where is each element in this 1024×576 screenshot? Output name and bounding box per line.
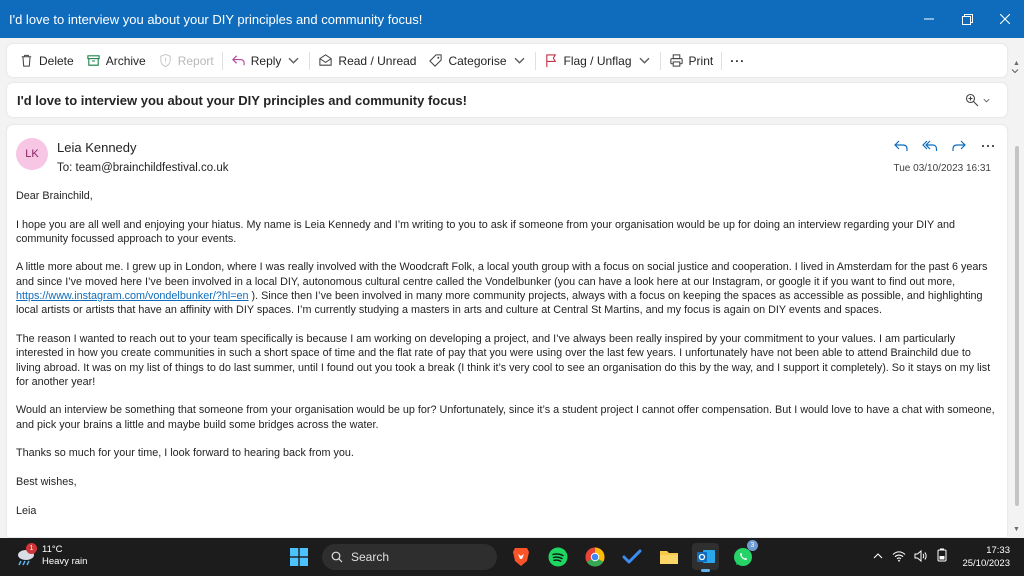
more-actions-button[interactable] — [978, 136, 997, 155]
paragraph-3: The reason I wanted to reach out to your team specifically is because I am working on developing a project, and I’ve always been really inspired by your commitment to your values. I am particularly interested in how you create communities in such a short space of time and the flat rate of pay that you were using over the last few years. I unfortunately have not been able to attend Brainchild due to living abroad. It was on my list of things to do last summer, until I found out you took a break (I think it’s very cool to see an organisation do this by the way, and I support it completely). So it stays on my list for another year! — [16, 332, 991, 388]
outlook-icon — [696, 548, 716, 566]
spotify-app[interactable] — [544, 543, 571, 570]
weather-icon — [14, 545, 36, 567]
checkmark-icon — [622, 549, 642, 565]
subject-bar — [7, 83, 1007, 117]
chevron-down-icon — [982, 96, 991, 105]
to-label: To: — [57, 162, 73, 174]
outlook-app[interactable] — [692, 543, 719, 570]
chrome-icon — [585, 547, 605, 567]
paragraph-1: I hope you are all well and enjoying your hiatus. My name is Leia Kennedy and I’m writing to you to ask if someone from your organisation would be up for doing an interview regarding your DIY and community focussed approach to your events. — [16, 218, 956, 245]
weather-text — [42, 544, 87, 568]
categorise-label: Categorise — [448, 53, 507, 68]
minimize-icon — [924, 14, 934, 24]
chevron-down-icon — [637, 53, 652, 68]
clock-date: 25/10/2023 — [962, 557, 1010, 569]
battery-icon — [936, 548, 948, 562]
wifi-icon — [892, 550, 906, 562]
paragraph-2-text-end: ). Since then I’ve been involved in many more community projects, always with a focus on keeping the spaces as accessible as possible, and highlighting local artists or artists that have an affinity with DIY spaces. I’m currently studying a masters in arts and culture at Central St Martins, and my focus is again on DIY events and spaces. — [16, 290, 983, 317]
flag-button[interactable] — [538, 48, 658, 74]
restore-icon — [962, 14, 973, 25]
weather-badge: 1 — [26, 543, 37, 554]
recipient-line — [57, 162, 228, 174]
report-shield-icon — [158, 53, 173, 68]
toolbar-divider — [660, 52, 661, 70]
flag-label: Flag / Unflag — [563, 53, 632, 68]
envelope-open-icon — [318, 53, 333, 68]
reply-all-icon — [922, 138, 938, 154]
volume-button[interactable] — [914, 549, 928, 567]
read-unread-button[interactable] — [312, 48, 422, 74]
chevron-down-icon — [286, 53, 301, 68]
scrollbar-thumb[interactable] — [1015, 146, 1019, 506]
minimize-button[interactable] — [910, 0, 948, 38]
wifi-button[interactable] — [892, 549, 906, 567]
reply-icon — [893, 138, 909, 154]
title-bar — [0, 0, 1024, 38]
brave-icon — [512, 547, 530, 567]
paragraph-2 — [16, 260, 996, 317]
read-unread-label: Read / Unread — [338, 53, 417, 68]
close-button[interactable] — [986, 0, 1024, 38]
reply-label: Reply — [250, 53, 282, 68]
command-toolbar — [7, 44, 1007, 77]
weather-desc: Heavy rain — [42, 556, 88, 567]
delete-button[interactable] — [13, 48, 80, 74]
folder-icon — [659, 548, 679, 566]
spotify-icon — [548, 547, 568, 567]
close-icon — [1000, 14, 1010, 24]
todo-app[interactable] — [618, 543, 645, 570]
paragraph-4: Would an interview be something that someone from your organisation would be up for? Unfortunately, since it’s a student project I cannot offer compensation. But I would love to have a chat with someone, and pick your brains a little and maybe build some bridges across the water. — [16, 404, 995, 431]
report-button[interactable] — [152, 48, 220, 74]
chrome-app[interactable] — [581, 543, 608, 570]
taskbar-search[interactable] — [322, 544, 497, 570]
archive-button[interactable] — [80, 48, 152, 74]
printer-icon — [669, 53, 684, 68]
battery-button[interactable] — [936, 548, 948, 567]
toolbar-divider — [222, 52, 223, 70]
taskbar — [0, 538, 1024, 576]
tag-icon — [428, 53, 443, 68]
search-icon — [331, 551, 343, 563]
chevron-down-icon — [512, 53, 527, 68]
speaker-icon — [914, 550, 928, 562]
archive-icon — [86, 53, 101, 68]
flag-icon — [544, 53, 559, 68]
print-label: Print — [688, 53, 714, 68]
clock[interactable] — [962, 545, 1010, 570]
more-options-button[interactable] — [724, 48, 751, 74]
reply-button[interactable] — [225, 48, 308, 74]
closing: Best wishes, — [16, 475, 77, 488]
zoom-button[interactable] — [965, 93, 991, 107]
toolbar-divider — [535, 52, 536, 70]
scrollbar[interactable] — [1010, 60, 1024, 537]
forward-icon — [951, 138, 967, 154]
message-body — [16, 189, 996, 532]
forward-button[interactable] — [949, 136, 968, 155]
more-icon — [980, 138, 996, 154]
signature: Leia — [16, 504, 37, 517]
zoom-icon — [965, 93, 979, 107]
taskbar-apps — [285, 543, 756, 570]
delete-label: Delete — [39, 53, 74, 68]
sender-name[interactable]: Leia Kennedy — [57, 140, 137, 155]
search-placeholder: Search — [351, 549, 390, 564]
window-title: I'd love to interview you about your DIY principles and community focus! — [9, 11, 423, 27]
reply-button[interactable] — [891, 136, 910, 155]
recipient-address[interactable]: team@brainchildfestival.co.uk — [75, 162, 229, 174]
scroll-up-icon[interactable]: ▲ — [1013, 60, 1020, 67]
clock-time: 17:33 — [986, 545, 1010, 556]
start-button[interactable] — [285, 543, 312, 570]
avatar[interactable]: LK — [16, 138, 48, 170]
windows-logo-icon — [290, 548, 308, 566]
more-icon: ··· — [730, 53, 746, 68]
reply-all-button[interactable] — [920, 136, 939, 155]
weather-widget[interactable] — [14, 544, 87, 568]
weather-temp: 11°C — [42, 544, 63, 555]
file-explorer-app[interactable] — [655, 543, 682, 570]
whatsapp-app[interactable] — [729, 543, 756, 570]
toolbar-divider — [309, 52, 310, 70]
whatsapp-badge: 3 — [747, 540, 758, 551]
scroll-down-icon[interactable]: ▼ — [1013, 526, 1020, 533]
message-date: Tue 03/10/2023 16:31 — [893, 163, 991, 174]
archive-label: Archive — [105, 53, 146, 68]
categorise-button[interactable] — [422, 48, 532, 74]
restore-button[interactable] — [948, 0, 986, 38]
reading-pane — [7, 125, 1007, 537]
report-label: Report — [177, 53, 214, 68]
print-button[interactable] — [663, 48, 720, 74]
paragraph-5: Thanks so much for your time, I look forward to hearing back from you. — [16, 447, 354, 460]
system-tray — [872, 548, 948, 567]
trash-icon — [19, 53, 34, 68]
tray-overflow-button[interactable] — [872, 549, 884, 567]
greeting: Dear Brainchild, — [16, 190, 93, 202]
chevron-up-icon — [872, 550, 884, 562]
toolbar-divider — [721, 52, 722, 70]
instagram-link[interactable]: https://www.instagram.com/vondelbunker/?hl=en — [16, 290, 249, 303]
message-actions — [891, 136, 997, 155]
reply-icon — [231, 53, 246, 68]
subject-title: I'd love to interview you about your DIY principles and community focus! — [17, 92, 467, 108]
paragraph-2-text: A little more about me. I grew up in London, where I was really involved with the Woodcraft Folk, a local youth group with a focus on social justice and cooperation. I lived in Amsterdam for the past 6 years and since I’ve moved here I’ve been involved in a local DIY, autonomous cultural centre called the Vondelbunker (you can have a look here at our Instagram, or google it if you want to find out more, — [16, 261, 988, 288]
brave-browser-app[interactable] — [507, 543, 534, 570]
